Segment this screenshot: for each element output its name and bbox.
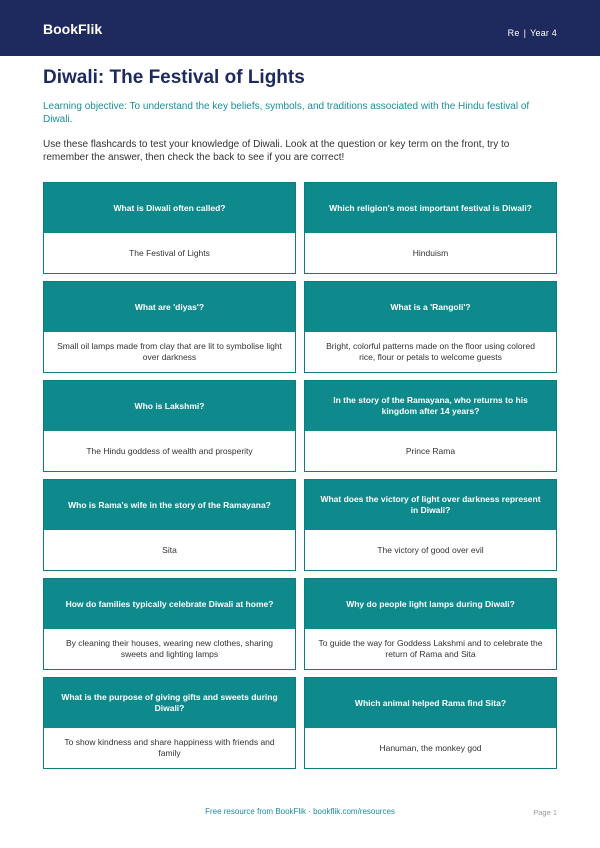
meta-separator: | [523,28,527,38]
flashcard[interactable] [304,380,557,472]
flashcard[interactable] [304,182,557,274]
flashcard-back: By cleaning their houses, wearing new clothes, sharing sweets and lighting lamps [44,629,295,669]
flashcard-grid [43,182,557,769]
flashcard-front: What is the purpose of giving gifts and sweets during Diwali? [44,678,295,728]
flashcard-front: Why do people light lamps during Diwali? [305,579,556,629]
flashcard-front: What is a 'Rangoli'? [305,282,556,332]
flashcard-back: Hinduism [305,233,556,273]
flashcard-front: Which animal helped Rama find Sita? [305,678,556,728]
flashcard-back: Hanuman, the monkey god [305,728,556,768]
flashcard-front: What does the victory of light over darkness represent in Diwali? [305,480,556,530]
flashcard-front: Who is Lakshmi? [44,381,295,431]
flashcard[interactable] [304,479,557,571]
year-label: Year 4 [530,28,557,38]
subject-label: Re [507,28,520,38]
flashcard[interactable] [304,578,557,670]
flashcard-back: Bright, colorful patterns made on the floor using colored rice, flour or petals to welcome guests [305,332,556,372]
flashcard-front: What are 'diyas'? [44,282,295,332]
flashcard[interactable] [43,677,296,769]
page-number: Page 1 [533,808,557,817]
flashcard-front: What is Diwali often called? [44,183,295,233]
flashcard-front: Who is Rama's wife in the story of the Ramayana? [44,480,295,530]
flashcard-back: To show kindness and share happiness with friends and family [44,728,295,768]
flashcard-back: The victory of good over evil [305,530,556,570]
flashcard-back: The Hindu goddess of wealth and prosperity [44,431,295,471]
flashcard[interactable] [304,677,557,769]
flashcard[interactable] [43,380,296,472]
flashcard-back: Sita [44,530,295,570]
flashcard-back: To guide the way for Goddess Lakshmi and to celebrate the return of Rama and Sita [305,629,556,669]
page-title: Diwali: The Festival of Lights [43,67,305,88]
flashcard[interactable] [43,578,296,670]
site-header [0,0,600,56]
subject-year-label [508,27,557,39]
footer-resource-link[interactable]: Free resource from BookFlik · bookflik.com/resources [205,807,395,816]
flashcard-back: Small oil lamps made from clay that are lit to symbolise light over darkness [44,332,295,372]
flashcard[interactable] [43,281,296,373]
flashcard-front: Which religion's most important festival is Diwali? [305,183,556,233]
flashcard[interactable] [43,479,296,571]
flashcard-back: The Festival of Lights [44,233,295,273]
learning-objective: Learning objective: To understand the key beliefs, symbols, and traditions associated with the Hindu festival of Diwali. [43,101,530,125]
intro-text: Use these flashcards to test your knowledge of Diwali. Look at the question or key term on the front, try to remember the answer, then check the back to see if you are correct! [43,139,510,163]
brand-logo[interactable]: BookFlik [43,21,103,37]
flashcard-front: In the story of the Ramayana, who returns to his kingdom after 14 years? [305,381,556,431]
flashcard-front: How do families typically celebrate Diwali at home? [44,579,295,629]
flashcard[interactable] [43,182,296,274]
flashcard[interactable] [304,281,557,373]
flashcard-back: Prince Rama [305,431,556,471]
